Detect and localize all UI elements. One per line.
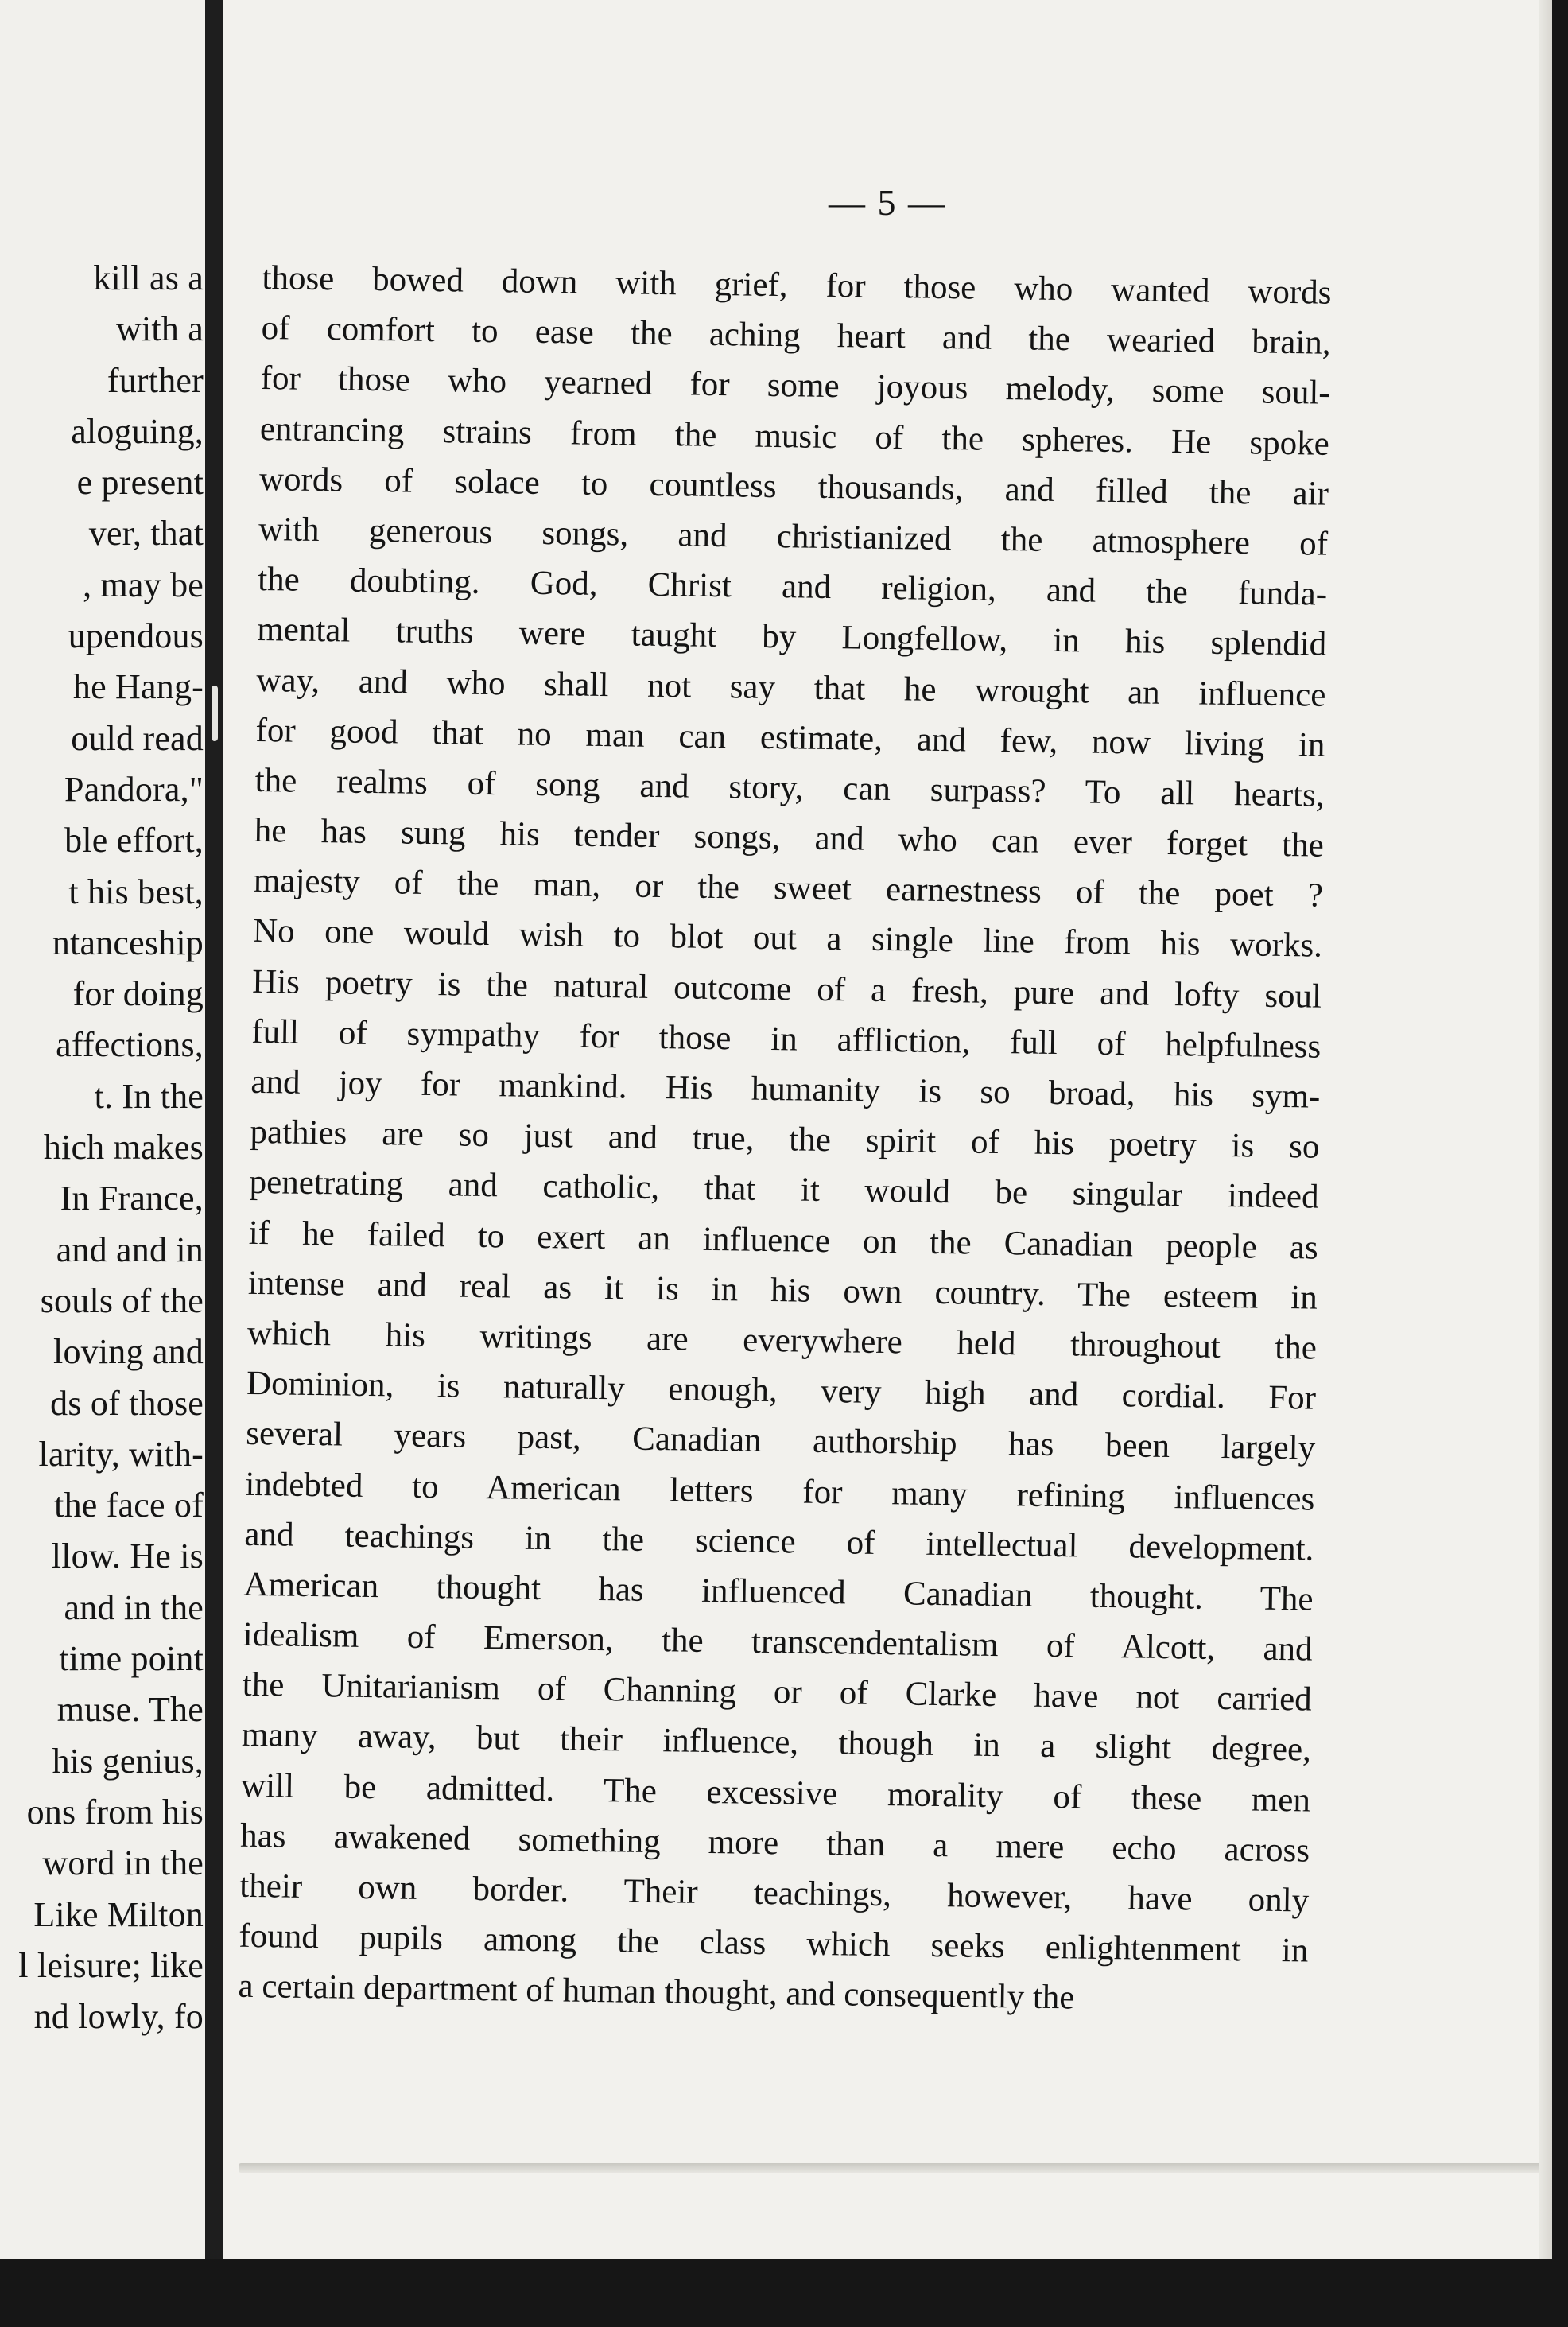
previous-page-line: loving and: [53, 1332, 204, 1372]
body-text-line: idealism of Emerson, the transcendentalism of Alcott, and: [243, 1615, 1313, 1669]
previous-page-line: hich makes: [43, 1128, 204, 1167]
body-text-line: those bowed down with grief, for those who wanted words: [262, 258, 1332, 312]
previous-page-line: time point: [59, 1639, 204, 1679]
page-bottom-edge: [239, 2163, 1543, 2173]
body-text-line: words of solace to countless thousands, and filled the air: [258, 460, 1329, 513]
previous-page-line: Pandora,": [64, 769, 204, 809]
body-text-line: the Unitarianism of Channing or of Clarke have not carried: [242, 1666, 1313, 1719]
body-text-line: their own border. Their teachings, however, have only: [239, 1867, 1310, 1920]
previous-page-line: In France,: [60, 1179, 204, 1218]
previous-page-line: affections,: [56, 1025, 204, 1065]
page-right-edge: [1539, 0, 1552, 2327]
previous-page-line: ble effort,: [64, 821, 204, 860]
body-text-line: majesty of the man, or the sweet earnestness of the poet ?: [253, 862, 1324, 915]
previous-page-line: souls of the: [40, 1280, 204, 1320]
body-text-line: the doubting. God, Christ and religion, and the funda-: [257, 561, 1328, 613]
previous-page-line: ver, that: [88, 514, 204, 554]
gutter-mark: [212, 686, 218, 741]
body-text-line: indebted to American letters for many refining influences: [245, 1465, 1315, 1518]
previous-page-line: ould read: [71, 718, 204, 758]
body-text-line: of comfort to ease the aching heart and the wearied brain,: [261, 309, 1331, 362]
body-text: [238, 253, 1332, 2026]
body-text-line: found pupils among the class which seeks enlightenment in: [239, 1917, 1309, 1970]
previous-page-line: t. In the: [94, 1076, 204, 1116]
body-text-line: and joy for mankind. His humanity is so broad, his sym-: [250, 1062, 1321, 1116]
previous-page-line: he Hang-: [72, 667, 204, 707]
previous-page-line: with a: [116, 309, 204, 349]
body-text-line: entrancing strains from the music of the spheres. He spoke: [259, 410, 1330, 463]
body-text-line: many away, but their influence, though in a slight degree,: [241, 1716, 1312, 1770]
body-text-line: which his writings are everywhere held throughout the: [246, 1314, 1318, 1367]
body-text-line: No one would wish to blot out a single line from his works.: [252, 912, 1323, 965]
body-text-line: several years past, Canadian authorship has been largely: [245, 1415, 1316, 1467]
previous-page-line: larity, with-: [38, 1434, 204, 1474]
page-number: — 5 —: [829, 182, 946, 223]
previous-page-line: ntanceship: [52, 923, 204, 962]
previous-page-line: word in the: [42, 1843, 204, 1883]
body-text-line: penetrating and catholic, that it would be singular indeed: [249, 1164, 1319, 1217]
body-text-line: for those who yearned for some joyous melody, some soul-: [260, 359, 1330, 413]
body-text-line: the realms of song and story, can surpass? To all hearts,: [254, 761, 1325, 814]
previous-page-line: l leisure; like: [18, 1945, 204, 1985]
previous-page-line: e present: [76, 463, 204, 503]
body-text-line: with generous songs, and christianized the atmosphere of: [258, 510, 1329, 563]
page-gutter: [205, 0, 223, 2327]
previous-page-line: further: [107, 360, 204, 400]
body-text-line: full of sympathy for those in affliction, full of helpfulness: [250, 1012, 1322, 1066]
body-text-line: way, and who shall not say that he wrought an influence: [256, 661, 1326, 714]
current-page: [223, 0, 1552, 2327]
previous-page-line: and in the: [64, 1587, 204, 1627]
previous-page-line: Like Milton: [33, 1894, 204, 1934]
previous-page-line: nd lowly, fo: [33, 1997, 204, 2037]
body-text-line: intense and real as it is in his own country. The esteem in: [247, 1264, 1318, 1317]
previous-page-line: aloguing,: [71, 411, 204, 451]
previous-page-line: his genius,: [52, 1741, 204, 1781]
previous-page: [0, 0, 205, 2327]
previous-page-line: the face of: [54, 1486, 204, 1525]
previous-page-line: ds of those: [50, 1383, 204, 1423]
body-text-line: he has sung his tender songs, and who can ever forget the: [254, 811, 1325, 864]
body-text-line: will be admitted. The excessive morality of these men: [240, 1766, 1311, 1820]
body-text-line: has awakened something more than a mere echo across: [239, 1816, 1310, 1870]
previous-page-line: upendous: [68, 616, 204, 656]
body-text-line: mental truths were taught by Longfellow, in his splendid: [257, 611, 1327, 664]
previous-page-line: and and in: [56, 1230, 204, 1269]
body-text-line: His poetry is the natural outcome of a fresh, pure and lofty soul: [251, 962, 1322, 1016]
body-text-line: American thought has influenced Canadian thought. The: [243, 1565, 1314, 1618]
body-text-line: Dominion, is naturally enough, very high and cordial. For: [246, 1364, 1317, 1417]
previous-page-line: for doing: [72, 974, 204, 1014]
body-text-line: and teachings in the science of intellectual development.: [244, 1515, 1314, 1568]
previous-page-line: t his best,: [68, 872, 204, 911]
bottom-frame: [0, 2259, 1568, 2327]
previous-page-line: ons from his: [26, 1792, 204, 1832]
previous-page-line: muse. The: [56, 1690, 204, 1730]
previous-page-line: llow. He is: [51, 1536, 204, 1576]
body-text-line: if he failed to exert an influence on the Canadian people as: [248, 1214, 1318, 1267]
body-text-line: pathies are so just and true, the spirit of his poetry is so: [250, 1113, 1320, 1166]
body-text-line: for good that no man can estimate, and few, now living in: [255, 711, 1325, 764]
body-text-line: a certain department of human thought, and consequently the: [238, 1968, 1075, 2017]
previous-page-text: [0, 253, 205, 2042]
previous-page-line: , may be: [83, 565, 204, 604]
previous-page-line: kill as a: [93, 258, 204, 297]
